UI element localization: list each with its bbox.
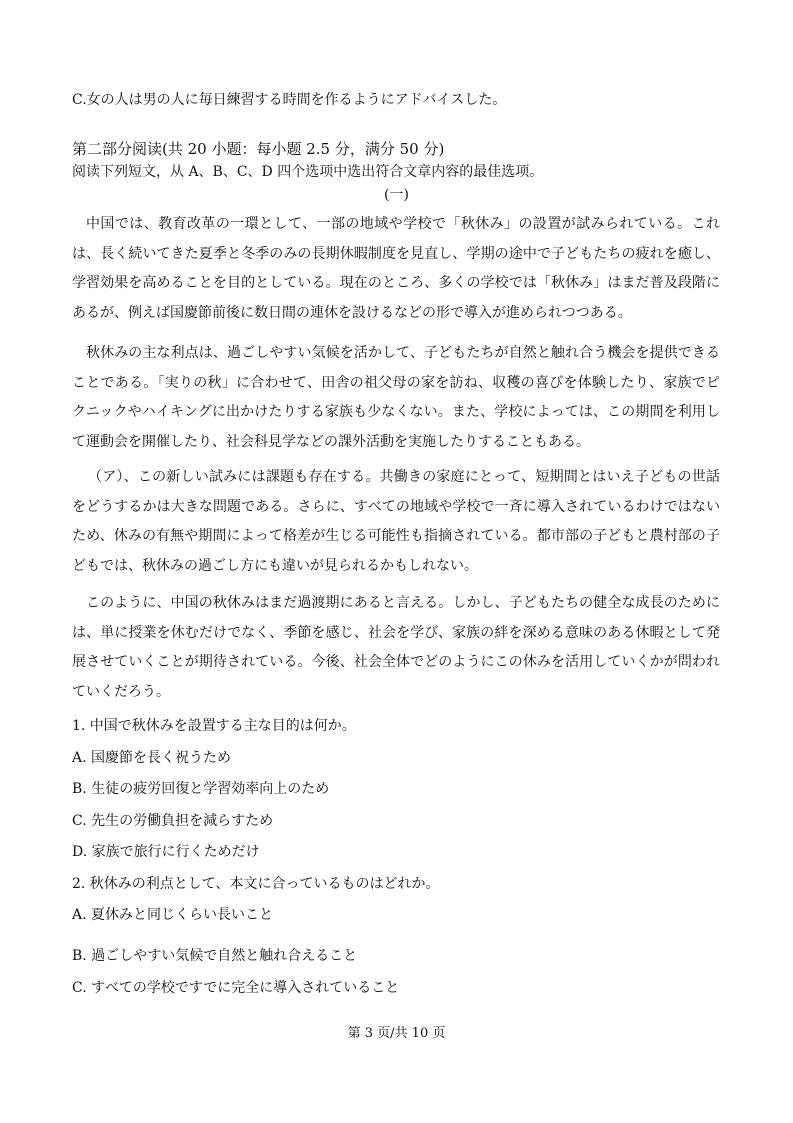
passage-paragraph-1: 中国では、教育改革の一環として、一部の地域や学校で「秋休み」の設置が試みられている。これは、長く続いてきた夏季と冬季のみの長期休暇制度を見直し、学期の途中で子どもたちの疲れを癒し、学習効果を高めることを目的としている。現在のところ、多くの学校では「秋休み」はまだ普及段階にあるが、例えば国慶節前後に数日間の連休を設けるなどの形で導入が進められつつある。 bbox=[72, 216, 720, 321]
passage-paragraph-2: 秋休みの主な利点は、過ごしやすい気候を活かして、子どもたちが自然と触れ合う機会を提供できることである。「実りの秋」に合わせて、田舎の祖父母の家を訪ね、収穫の喜びを体験したり、家族でピクニックやハイキングに出かけたりする家族も少なくない。また、学校によっては、この期間を利用して運動会を開催したり、社会科見学などの課外活動を実施したりすることもある。 bbox=[72, 345, 720, 450]
passage-paragraph-3: （ア）、この新しい試みには課題も存在する。共働きの家庭にとって、短期間とはいえ子どもの世話をどうするかは大きな問題である。さらに、すべての地域や学校で一斉に導入されているわけではないため、休みの有無や期間によって格差が生じる可能性も指摘されている。都市部の子どもと農村部の子どもでは、秋休みの過ごし方にも違いが見られるかもしれない。 bbox=[72, 469, 720, 574]
question-1-option-a: A. 国慶節を長く祝うため bbox=[72, 750, 232, 766]
question-1-option-b: B. 生徒の疲労回復と学習効率向上のため bbox=[72, 781, 330, 797]
question-2-option-b: B. 過ごしやすい気候で自然と触れ合えること bbox=[72, 948, 358, 964]
question-1-stem: 1. 中国で秋休みを設置する主な目的は何か。 bbox=[72, 718, 356, 734]
passage-part-label: (一) bbox=[384, 187, 409, 203]
passage-paragraph-4: このように、中国の秋休みはまだ過渡期にあると言える。しかし、子どもたちの健全な成長のためには、単に授業を休むだけでなく、季節を感じ、社会を学び、家族の絆を深める意味のある休暇として発展させていくことが期待されている。今後、社会全体でどのようにこの休みを活用していくかが問われていくだろう。 bbox=[72, 595, 720, 700]
question-2-option-c: C. すべての学校ですでに完全に導入されていること bbox=[72, 980, 400, 996]
previous-question-option-c: C.女の人は男の人に毎日練習する時間を作るようにアドバイスした。 bbox=[72, 92, 507, 108]
question-2-stem: 2. 秋休みの利点として、本文に合っているものはどれか。 bbox=[72, 876, 440, 892]
section-instruction: 阅读下列短文，从 A、B、C、D 四个选项中选出符合文章内容的最佳选项。 bbox=[72, 164, 544, 180]
question-2-option-a: A. 夏休みと同じくらい長いこと bbox=[72, 907, 274, 923]
page-number-footer: 第 3 页/共 10 页 bbox=[347, 1026, 446, 1041]
section-title: 第二部分阅读(共 20 小题：每小题 2.5 分，满分 50 分) bbox=[72, 140, 445, 158]
question-1-option-d: D. 家族で旅行に行くためだけ bbox=[72, 844, 260, 860]
question-1-option-c: C. 先生の労働負担を減らすため bbox=[72, 813, 274, 829]
